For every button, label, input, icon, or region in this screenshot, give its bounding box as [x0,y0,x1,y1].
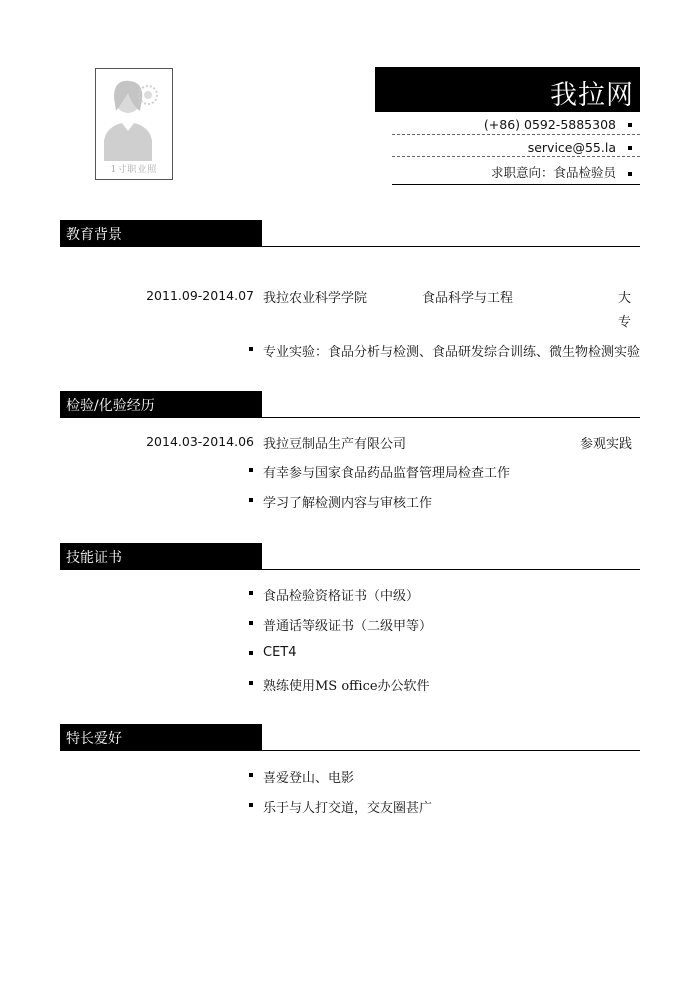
bullet-square-icon [628,123,632,127]
list-item: 乐于与人打交道，交友圈甚广 [263,801,433,816]
bullet-square-icon [249,803,253,807]
divider-dashed [392,134,640,135]
list-item: 喜爱登山、电影 [263,771,355,786]
section-rule [60,417,640,418]
section-header-education [60,220,262,246]
section-title: 技能证书 [66,550,122,566]
list-item: 有幸参与国家食品药品监督管理局检查工作 [263,466,511,481]
section-title: 检验/化验经历 [66,398,155,414]
photo-caption: 1寸职业照 [110,165,158,175]
section-header-skills [60,543,262,569]
section-rule [60,750,640,751]
objective-row [392,160,640,182]
candidate-name: 我拉网 [550,80,634,111]
education-school: 我拉农业科学学院 [263,291,368,306]
phone-text: (+86) 0592-5885308 [483,117,616,132]
list-item: 食品检验资格证书（中级） [263,589,420,604]
email-text: service@55.la [527,140,616,155]
education-degree: 专 [618,315,632,330]
experience-date: 2014.03-2014.06 [146,434,254,449]
section-rule [60,246,640,247]
divider-dashed [392,156,640,157]
objective-text: 求职意向：食品检验员 [490,165,616,180]
bullet-square-icon [249,468,253,472]
list-item: 学习了解检测内容与审核工作 [263,496,433,511]
bullet-square-icon [249,621,253,625]
avatar-placeholder-icon [102,75,166,161]
section-rule [60,569,640,570]
section-title: 教育背景 [66,227,122,243]
experience-company: 我拉豆制品生产有限公司 [263,437,407,452]
bullet-square-icon [249,651,253,655]
section-header-hobbies [60,724,262,750]
bullet-square-icon [249,347,253,351]
section-header-experience [60,391,262,417]
bullet-square-icon [249,591,253,595]
education-date: 2011.09-2014.07 [146,288,254,303]
profile-photo [95,68,173,180]
education-major: 食品科学与工程 [422,291,514,306]
bullet-square-icon [628,172,632,176]
education-degree: 大 [618,291,632,306]
list-item: 熟练使用MS office办公软件 [263,679,430,694]
bullet-square-icon [249,498,253,502]
list-item: 普通话等级证书（二级甲等） [263,619,433,634]
bullet-square-icon [249,773,253,777]
phone-row [392,114,640,136]
experience-role: 参观实践 [580,437,633,452]
list-item: CET4 [263,645,297,660]
list-item: 专业实验：食品分析与检测、食品研发综合训练、微生物检测实验 [263,345,641,360]
name-banner [375,67,640,112]
section-title: 特长爱好 [66,731,122,747]
divider-solid [392,184,640,185]
bullet-square-icon [628,146,632,150]
bullet-square-icon [249,681,253,685]
